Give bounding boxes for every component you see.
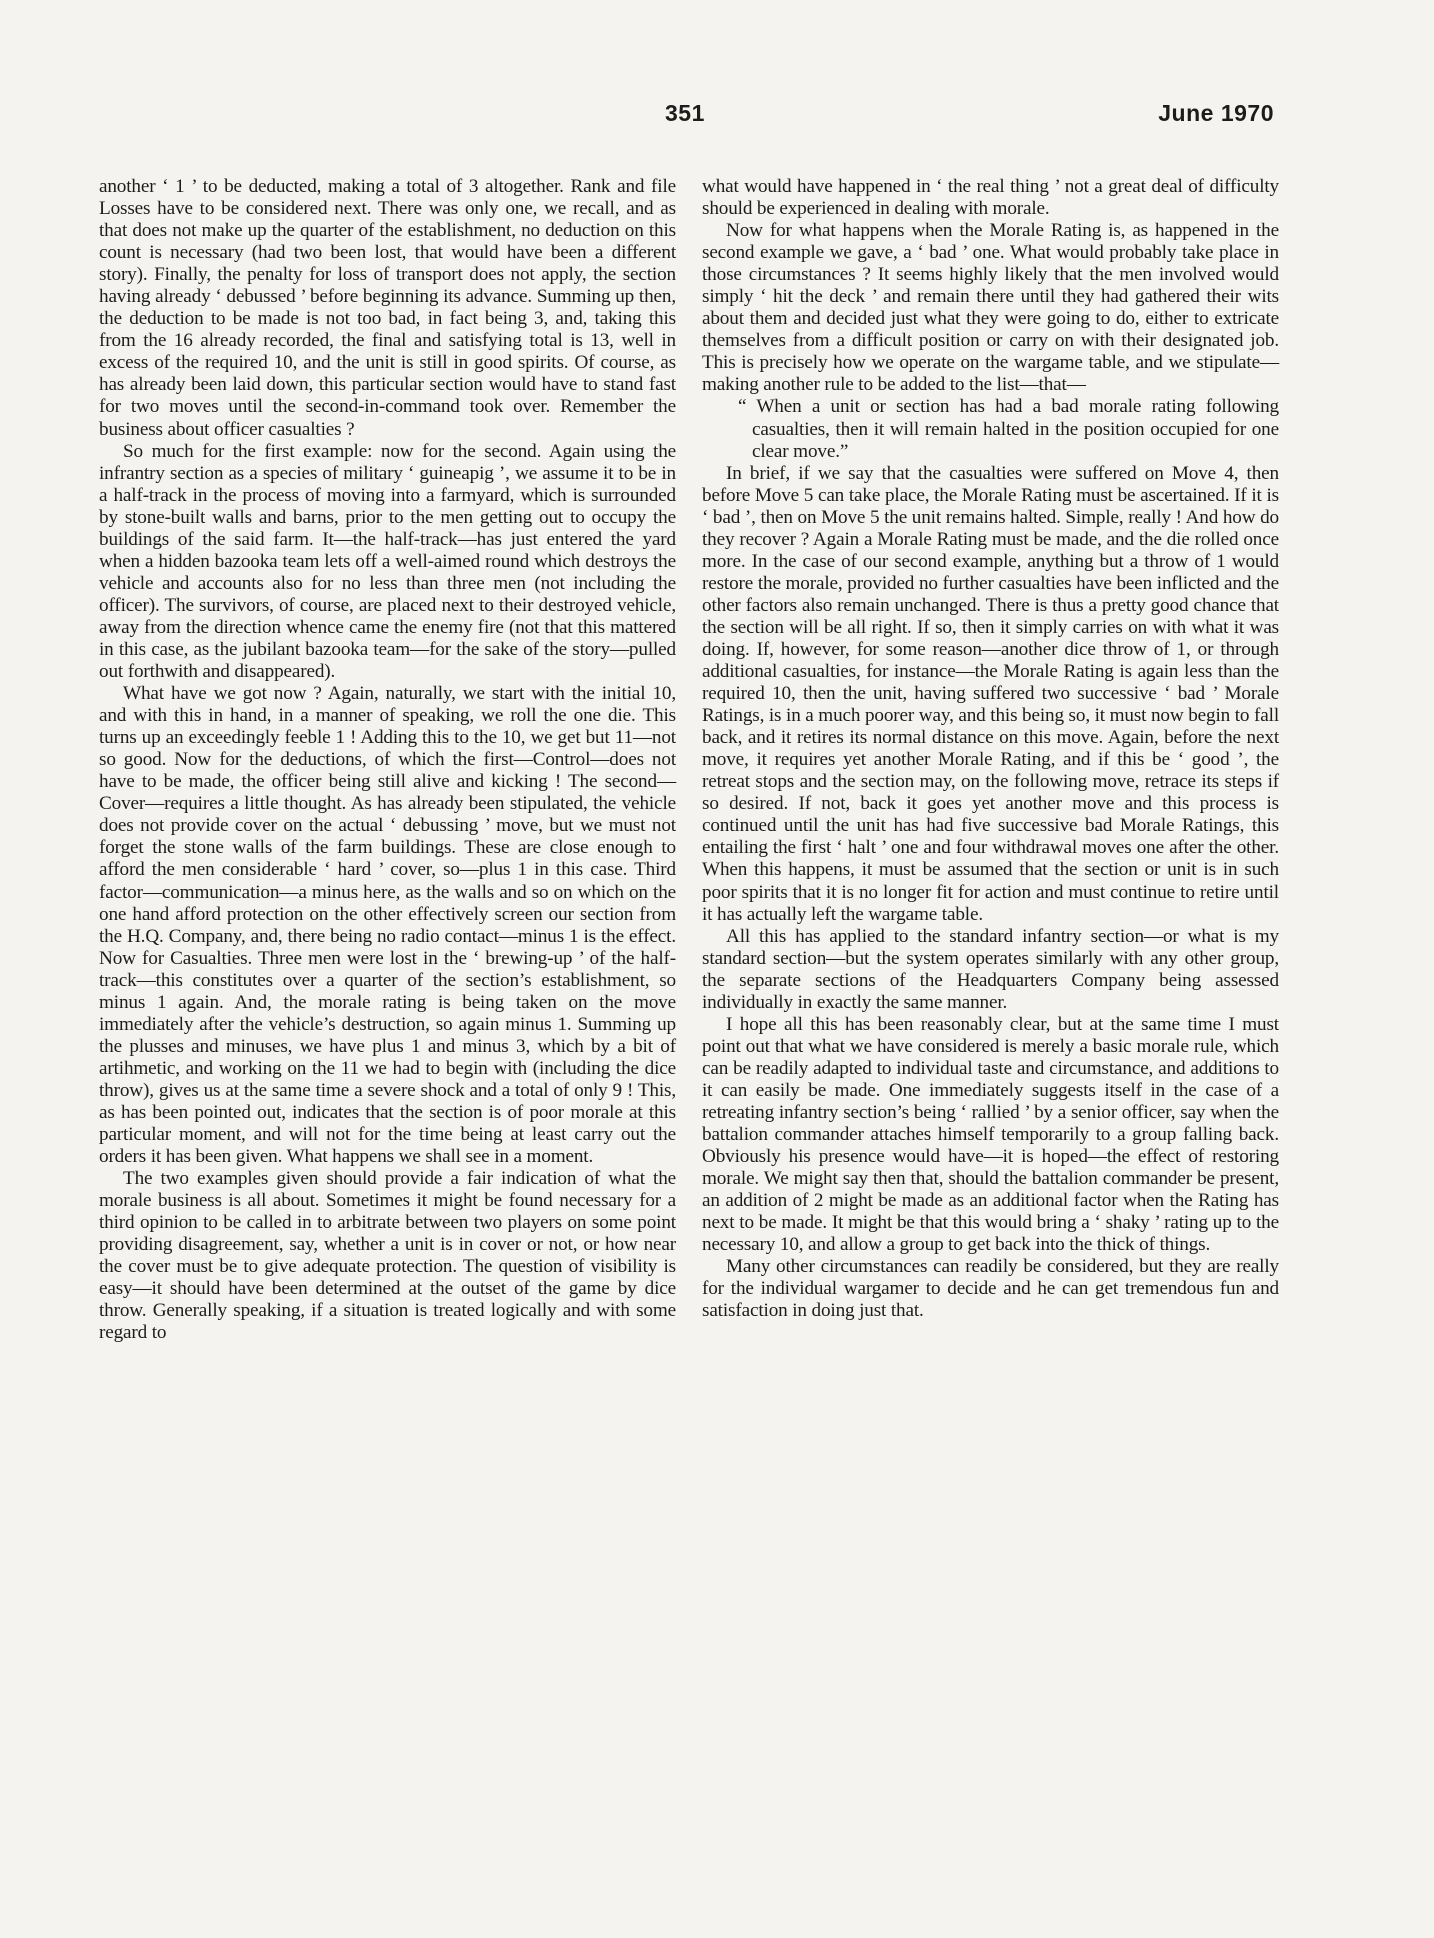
left-paragraph-4: The two examples given should provide a fair indication of what the morale business is all about. Sometimes it might be found necessary for a third opinion to be called in to arbitrate between two players on some point providing disagreement, say, whether a unit is in cover or not, or how near the cover must be to give adequate protection. The question of visibility is easy—it should have been determined at the outset of the game by dice throw. Generally speaking, if a situation is treated logically and with some regard to xyxy=(99,1168,676,1344)
left-paragraph-1: another ‘ 1 ’ to be deducted, making a total of 3 altogether. Rank and file Losses have to be considered next. There was only one, we recall, and as that does not make up the quarter of the establishment, no deduction on this count is necessary (had two been lost, that would have been a different story). Finally, the penalty for loss of transport does not apply, the section having already ‘ debussed ’ before beginning its advance. Summing up then, the deduction to be made is not too bad, in fact being 3, and, taking this from the 16 already recorded, the final and satisfying total is 13, well in excess of the required 10, and the unit is still in good spirits. Of course, as has already been laid down, this particular section would have to stand fast for two moves until the second-in-command took over. Remember the business about officer casualties ? xyxy=(99,176,676,440)
right-paragraph-3: In brief, if we say that the casualties were suffered on Move 4, then before Move 5 can take place, the Morale Rating must be ascertained. If it is ‘ bad ’, then on Move 5 the unit remains halted. Simple, really ! And how do they recover ? Again a Morale Rating must be made, and the die rolled once more. In the case of our second example, anything but a throw of 1 would restore the morale, provided no further casualties have been inflicted and the other factors also remain unchanged. There is thus a pretty good chance that the section will be all right. If so, then it simply carries on with what it was doing. If, however, for some reason—another dice throw of 1, or through additional casualties, for instance—the Morale Rating is again less than the required 10, then the unit, having suffered two successive ‘ bad ’ Morale Ratings, is in a much poorer way, and this being so, it must now begin to fall back, and it retires its normal distance on this move. Again, before the next move, it requires yet another Morale Rating, and if this be ‘ good ’, the retreat stops and the section may, on the following move, retrace its steps if so desired. If not, back it goes yet another move and this process is continued until the unit has had five successive bad Morale Ratings, this entailing the first ‘ halt ’ one and four withdrawal moves one after the other. When this happens, it must be assumed that the section or unit is in such poor spirits that it is no longer fit for action and must continue to retire until it has actually left the wargame table. xyxy=(702,462,1279,925)
right-paragraph-6: Many other circumstances can readily be considered, but they are really for the individual wargamer to decide and he can get tremendous fun and satisfaction in doing just that. xyxy=(702,1256,1279,1322)
right-paragraph-4: All this has applied to the standard infantry section—or what is my standard section—but the system operates similarly with any other group, the separate sections of the Headquarters Company being assessed individually in exactly the same manner. xyxy=(702,925,1279,1013)
right-paragraph-5: I hope all this has been reasonably clear, but at the same time I must point out that what we have considered is merely a basic morale rule, which can be readily adapted to individual taste and circumstance, and additions to it can easily be made. One immediately suggests itself in the case of a retreating infantry section’s being ‘ rallied ’ by a senior officer, say when the battalion commander attaches himself temporarily to a group falling back. Obviously his presence would have—it is hoped—the effect of restoring morale. We might say then that, should the battalion commander be present, an addition of 2 might be made as an additional factor when the Rating has next to be made. It might be that this would bring a ‘ shaky ’ rating up to the necessary 10, and allow a group to get back into the thick of things. xyxy=(702,1013,1279,1256)
left-paragraph-3: What have we got now ? Again, naturally, we start with the initial 10, and with this in hand, in a manner of speaking, we roll the one die. This turns up an exceedingly feeble 1 ! Adding this to the 10, we get but 11—not so good. Now for the deductions, of which the first—Control—does not have to be made, the officer being still alive and kicking ! The second—Cover—requires a little thought. As has already been stipulated, the vehicle does not provide cover on the actual ‘ debussing ’ move, but we must not forget the stone walls of the farm buildings. These are close enough to afford the men considerable ‘ hard ’ cover, so—plus 1 in this case. Third factor—communication—a minus here, as the walls and so on which on the one hand afford protection on the other effectively screen our section from the H.Q. Company, and, there being no radio contact—minus 1 is the effect. Now for Casualties. Three men were lost in the ‘ brewing-up ’ of the half-track—this constitutes over a quarter of the section’s establishment, so minus 1 again. And, the morale rating is being taken on the move immediately after the vehicle’s destruction, so again minus 1. Summing up the plusses and minuses, we have plus 1 and minus 3, which by a bit of artihmetic, and working on the 11 we had to begin with (including the dice throw), gives us at the same time a severe shock and a total of only 9 ! This, as has been pointed out, indicates that the section is of poor morale at this particular moment, and will not for the time being at least carry out the orders it has been given. What happens we shall see in a moment. xyxy=(99,683,676,1168)
page-number: 351 xyxy=(665,100,705,126)
left-column xyxy=(99,176,676,1344)
rule-quote: “ When a unit or section has had a bad morale rating following casualties, then it will remain halted in the position occupied for one clear move.” xyxy=(738,396,1279,462)
issue-date: June 1970 xyxy=(1158,100,1274,126)
right-column xyxy=(702,176,1279,1322)
page-header xyxy=(0,100,1434,140)
right-paragraph-1: what would have happened in ‘ the real thing ’ not a great deal of difficulty should be experienced in dealing with morale. xyxy=(702,176,1279,220)
left-paragraph-2: So much for the first example: now for the second. Again using the infrantry section as a species of military ‘ guineapig ’, we assume it to be in a half-track in the process of moving into a farmyard, which is surrounded by stone-built walls and barns, prior to the men getting out to occupy the buildings of the said farm. It—the half-track—has just entered the yard when a hidden bazooka team lets off a well-aimed round which destroys the vehicle and accounts also for no less than three men (not including the officer). The survivors, of course, are placed next to their destroyed vehicle, away from the direction whence came the enemy fire (not that this mattered in this case, as the jubilant bazooka team—for the sake of the story—pulled out forthwith and disappeared). xyxy=(99,440,676,683)
right-paragraph-2: Now for what happens when the Morale Rating is, as happened in the second example we gave, a ‘ bad ’ one. What would probably take place in those circumstances ? It seems highly likely that the men involved would simply ‘ hit the deck ’ and remain there until they had gathered their wits about them and decided just what they were going to do, either to extricate themselves from a difficult position or carry on with their designated job. This is precisely how we operate on the wargame table, and we stipulate—making another rule to be added to the list—that— xyxy=(702,220,1279,396)
